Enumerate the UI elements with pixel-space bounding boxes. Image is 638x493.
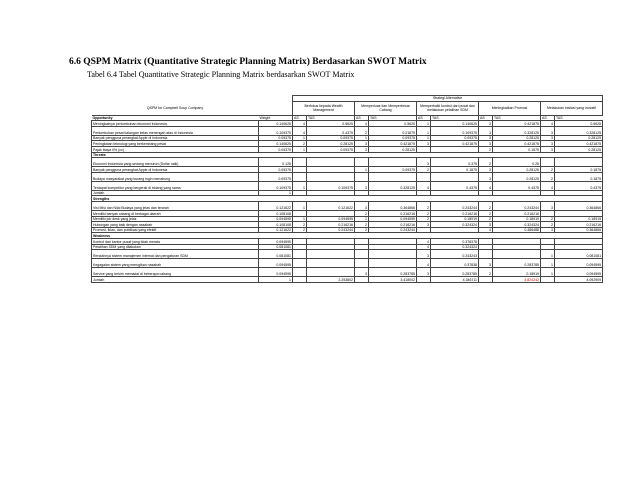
score-cell: 0.37838 [431,259,479,268]
weaknesses-section-label: Weakness [92,233,603,239]
score-cell: 0.09375 [369,135,417,141]
score-cell: 2 [479,158,493,167]
score-cell: 2 [355,126,369,135]
score-cell: 0.5625 [369,121,417,127]
score-cell: 0.421875 [493,121,541,127]
column-header: TAS [369,115,417,121]
score-cell: 2 [479,146,493,152]
score-cell: 0.216216 [431,210,479,216]
score-cell: 3 [541,141,555,147]
score-cell [479,250,493,259]
total-score: 3.418002 [369,277,417,283]
score-cell: 0.324324 [431,244,479,250]
score-cell: 0.28125 [493,167,541,173]
score-cell: 4 [479,227,493,233]
column-header: AS [479,115,493,121]
score-cell: 0.4375 [307,126,355,135]
total-label: Jumlah [92,277,259,283]
score-cell: 0.283785 [431,268,479,277]
score-cell: 3 [479,259,493,268]
qspm-table-sheet [91,95,602,283]
score-cell: 0.1875 [555,167,603,173]
score-cell: 2 [479,268,493,277]
score-cell: 0.283785 [493,259,541,268]
score-cell: 3 [355,268,369,277]
total-score [417,277,431,283]
factor-label: Promosi, iklan, dan publikasi yang efektif [92,227,259,233]
strategy-header: Berfokus kepada Wealth Management [293,101,355,115]
table-row [92,126,603,135]
score-cell: 3 [541,135,555,141]
total-weight: 1 [259,190,293,196]
score-cell: 0.328125 [369,181,417,190]
column-header: TAS [493,115,541,121]
factor-label: Banyak pengguna perangkat Apple di Indonesia [92,167,259,173]
score-cell: 1 [293,146,307,152]
weight-cell: 0.094595 [259,268,293,277]
score-cell: 3 [417,268,431,277]
score-cell: 1 [355,216,369,222]
weight-cell: 0.108108 [259,210,293,216]
score-cell: 1 [417,121,431,127]
score-cell: 0.378378 [431,238,479,244]
score-cell: 4 [293,121,307,127]
total-score [355,277,369,283]
score-cell [307,172,355,181]
score-cell: 0.1875 [431,167,479,173]
weight-cell: 0.121622 [259,227,293,233]
column-header: TAS [307,115,355,121]
score-cell: 0.4375 [431,181,479,190]
score-cell: 0.094595 [555,268,603,277]
score-cell: 0.243244 [431,201,479,210]
table-row [92,250,603,259]
score-cell: 3 [417,158,431,167]
weight-cell: 0.109375 [259,126,293,135]
score-cell: 4 [355,121,369,127]
table-row [92,158,603,167]
weight-cell: 0.108108 [259,222,293,228]
score-cell: 0.28125 [493,135,541,141]
score-cell: 0.486488 [493,227,541,233]
score-cell: 0.18919 [493,268,541,277]
weight-cell: 0.081081 [259,244,293,250]
factor-label: Meningkatnya pertumbuhan ekonomi Indonesia [92,121,259,127]
table-row [92,259,603,268]
factor-label: Kegagalan sistem yang merugikan nasabah [92,259,259,268]
score-cell: 3 [541,227,555,233]
score-cell [369,250,417,259]
score-cell: 0.094595 [307,216,355,222]
score-cell: 4 [417,238,431,244]
strengths-section-label: Strengths [92,196,603,202]
score-cell: 0.09375 [307,146,355,152]
score-cell: 0.421875 [431,141,479,147]
score-cell: 0.324324 [431,222,479,228]
total-score [293,277,307,283]
factor-label: Rendahnya sistem manajemen internal dan pengaturan SDM [92,250,259,259]
weight-cell: 0.121622 [259,201,293,210]
score-cell: 2 [293,141,307,147]
factor-label: Kontrol dari kantor pusat yang tidak merata [92,238,259,244]
score-cell: 0.09375 [431,135,479,141]
score-cell: 2 [541,167,555,173]
score-cell: 1 [293,216,307,222]
column-header: Opportunity [92,115,259,121]
header-blank [259,101,293,115]
weight-cell: 0.094595 [259,216,293,222]
table-caption: Tabel 6.4 Tabel Quantitative Strategic Planning Matrix berdasarkan SWOT Matrix [87,70,355,79]
score-cell: 0.28125 [555,135,603,141]
factor-label: Memiliki job desk yang jelas [92,216,259,222]
total-score: 4.346711 [431,277,479,283]
score-cell [307,268,355,277]
weight-cell: 0.081081 [259,250,293,259]
score-cell [293,250,307,259]
score-cell: 1 [541,259,555,268]
factor-label: Terdapat kompetitor yang bergerak di bidang yang sama [92,181,259,190]
factor-label: Memiliki banyak cabang di berbagai daerah [92,210,259,216]
total-score: 4.092909 [555,277,603,283]
table-row [92,201,603,210]
score-cell: 4 [417,259,431,268]
score-cell: 1 [293,135,307,141]
score-cell: 3 [355,146,369,152]
score-cell: 0.328125 [555,126,603,135]
weight-cell: 0.125 [259,158,293,167]
factor-label: Service yang belum memadai di beberapa cabang [92,268,259,277]
weight-cell: 0.09375 [259,146,293,152]
total-score: 2.253802 [307,277,355,283]
score-cell [369,172,417,181]
grand-total-row [92,277,603,283]
score-cell: 2 [417,210,431,216]
score-cell: 0.216216 [369,222,417,228]
score-cell: 0.18919 [431,216,479,222]
score-cell: 2 [541,172,555,181]
column-header: TAS [555,115,603,121]
weight-cell: 0.094595 [259,259,293,268]
score-cell: 2 [293,222,307,228]
factor-label: Ekonomi Indonesia yang sedang menurun (Dollar naik) [92,158,259,167]
score-cell: 0.28125 [307,141,355,147]
score-cell: 3 [355,181,369,190]
score-cell: 0.140625 [431,121,479,127]
score-cell: 3 [355,201,369,210]
score-cell: 4 [541,181,555,190]
total-label: Jumlah [92,190,259,196]
score-cell: 3 [417,141,431,147]
score-cell: 0.364866 [555,227,603,233]
score-cell: 3 [417,250,431,259]
score-cell: 0.216216 [307,222,355,228]
score-cell: 2 [541,216,555,222]
score-cell: 0.283785 [369,268,417,277]
total-score: 4.824242 [493,277,541,283]
score-cell: 1 [355,167,369,173]
factor-label: Peningkatan teknologi yang berkembang pesat [92,141,259,147]
score-cell: 3 [479,172,493,181]
score-cell: 1 [293,181,307,190]
total-score [541,277,555,283]
weight-cell: 0.109375 [259,181,293,190]
score-cell: 0.5625 [555,121,603,127]
score-cell: 0.094595 [555,259,603,268]
score-cell: 0.081081 [555,250,603,259]
factor-label: Pajak biaya 0% (cc) [92,146,259,152]
score-cell: 2 [355,210,369,216]
header-row-strategies [92,101,603,115]
score-cell: 3 [417,222,431,228]
strategy-header: Memperluas dan Memperbesar Cabang [355,101,417,115]
score-cell: 0.5625 [307,121,355,127]
score-cell: 0.421875 [555,141,603,147]
score-cell: 0.421875 [369,141,417,147]
weight-cell: 0.09375 [259,135,293,141]
score-cell: 0.243244 [369,227,417,233]
score-cell: 0.4375 [493,181,541,190]
score-cell: 1 [541,250,555,259]
page-heading: 6.6 QSPM Matrix (Quantitative Strategic Planning Matrix) Berdasarkan SWOT Matrix [69,57,427,67]
score-cell: 1 [417,135,431,141]
score-cell: 3 [479,121,493,127]
score-cell: 3 [541,201,555,210]
score-cell: 2 [417,201,431,210]
score-cell: 4 [417,181,431,190]
weight-cell: 0.09375 [259,167,293,173]
score-cell: 0.364866 [555,201,603,210]
score-cell [307,158,355,167]
score-cell [369,259,417,268]
score-cell [493,250,541,259]
score-cell: 0.094595 [369,216,417,222]
score-cell: 3 [479,135,493,141]
column-header: Weight [259,115,293,121]
score-cell: 3 [479,126,493,135]
score-cell: 3 [479,167,493,173]
score-cell: 4 [293,126,307,135]
score-cell: 0.243243 [431,250,479,259]
score-cell: 0.09375 [369,167,417,173]
score-cell: 0.4375 [555,181,603,190]
factor-label: Budaya masyarakat yang kurang ingin menabung [92,172,259,181]
score-cell: 0.121622 [307,201,355,210]
score-cell [355,250,369,259]
score-cell [355,172,369,181]
factor-label: Visi Misi dan Nilai Budaya yang jelas dan terarah [92,201,259,210]
score-cell [307,259,355,268]
strategy-header: Memperbaiki kontrol dari pusat dan melakukan pelatihan SDM [417,101,479,115]
score-cell [369,158,417,167]
matrix-label: QSPM for Campbell Soup Company [146,105,204,110]
score-cell: 2 [541,222,555,228]
score-cell: 0.243244 [307,227,355,233]
score-cell: 0.109375 [307,181,355,190]
score-cell: 3 [479,222,493,228]
score-cell: 3 [355,141,369,147]
score-cell [431,172,479,181]
factor-label: Hubungan yang baik dengan nasabah [92,222,259,228]
score-cell: 1 [293,201,307,210]
score-cell: 0.375 [431,158,479,167]
score-cell [307,250,355,259]
score-cell: 1 [355,135,369,141]
score-cell: 0.1875 [555,172,603,181]
column-header: AS [355,115,369,121]
score-cell: 2 [293,227,307,233]
score-cell: 3 [541,146,555,152]
score-cell: 2 [417,216,431,222]
score-cell: 0.243244 [493,201,541,210]
weight-cell: 0.094595 [259,238,293,244]
score-cell: 0.18919 [555,216,603,222]
score-cell: 4 [479,181,493,190]
score-cell: 4 [541,121,555,127]
score-cell [293,158,307,167]
column-header: AS [293,115,307,121]
score-cell: 0.28125 [369,146,417,152]
score-cell: 2 [479,210,493,216]
score-cell: 1 [541,268,555,277]
score-cell: 2 [355,227,369,233]
score-cell [293,268,307,277]
table-row [92,181,603,190]
score-cell: 4 [417,244,431,250]
score-cell: 2 [417,167,431,173]
column-header: AS [417,115,431,121]
score-cell: 2 [355,222,369,228]
weight-cell: 0.140625 [259,121,293,127]
factor-label: Banyak pengguna perangkat Apple di Indonesia [92,135,259,141]
strategy-alternative-header: Strategi Alternative [293,96,603,102]
score-cell: 0.28125 [555,146,603,152]
score-cell: 1 [417,126,431,135]
column-header: AS [541,115,555,121]
score-cell: 0.1875 [493,146,541,152]
score-cell [293,259,307,268]
score-cell: 0.216216 [555,222,603,228]
total-score [479,277,493,283]
score-cell: 2 [479,201,493,210]
total-score: 1 [259,277,293,283]
score-cell: 3 [479,141,493,147]
score-cell [355,158,369,167]
qspm-table [91,95,603,283]
score-cell [555,158,603,167]
score-cell: 0.328125 [493,126,541,135]
score-cell: 0.216216 [369,210,417,216]
score-cell [417,172,431,181]
strategy-header: Melakukan inisiasi yang inovatif [541,101,603,115]
score-cell: 0.109375 [431,126,479,135]
score-cell: 2 [479,216,493,222]
score-cell: 0.25 [493,158,541,167]
score-cell: 0.21875 [369,126,417,135]
column-header: TAS [431,115,479,121]
score-cell: 0.364866 [369,201,417,210]
score-cell: 0.216216 [493,210,541,216]
weight-cell: 0.140625 [259,141,293,147]
score-cell: 3 [541,126,555,135]
factor-label: Pelatihan SDM yang dilakukan [92,244,259,250]
score-cell: 0.28125 [493,172,541,181]
table-row [92,268,603,277]
score-cell: 0.324324 [493,222,541,228]
weight-cell: 0.09375 [259,172,293,181]
score-cell: 0.09375 [307,135,355,141]
factor-label: Pertumbuhan pesat kalangan kelas menengah atas di Indonesia [92,126,259,135]
score-cell [355,259,369,268]
threats-section-label: Threats [92,152,603,158]
score-cell: 0.18919 [493,216,541,222]
score-cell [541,158,555,167]
score-cell: 0.421875 [493,141,541,147]
score-cell [293,172,307,181]
strategy-header: Meningkatkan Promosi [479,101,541,115]
table-row [92,172,603,181]
